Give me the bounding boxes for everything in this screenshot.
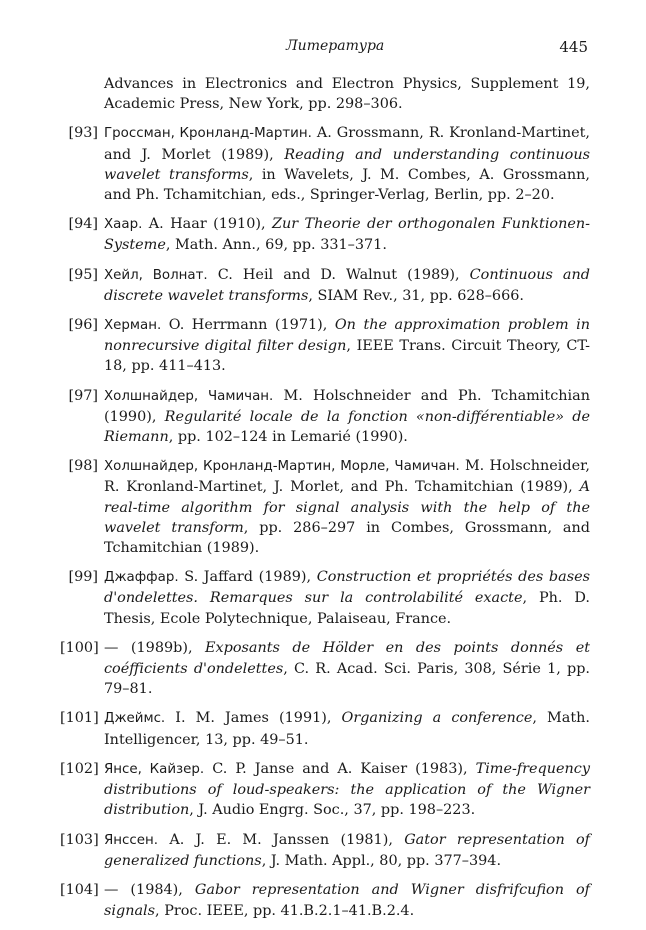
reference-number: [104] [60,881,99,898]
reference-author-ru: Джаффар. [104,570,179,586]
reference-source: , J. Math. Appl., 80, pp. 377–394. [261,852,502,869]
reference-item-94 [60,214,590,255]
reference-title: Reading and understanding continuous wavelet transforms [104,146,590,183]
reference-item-103 [60,830,590,871]
reference-author-ru: Джеймс. [104,711,166,727]
reference-item-104 [60,880,590,921]
reference-title: On the approximation problem in nonrecursive digital filter design [104,317,591,355]
reference-authors: — (1989b), [104,639,206,656]
reference-title: Construction et propriétés des bases d'ondelettes. Remarques sur la controlabilité exacte [104,569,590,607]
reference-title: Regularité locale de la fonction «non-différentiable» de Riemann [104,408,590,446]
reference-authors: A. Haar (1910), [142,216,272,233]
reference-source: , Math. Intelligencer, 13, pp. 49–51. [104,710,590,748]
reference-item-100 [60,638,590,700]
reference-author-ru: Холшнайдер, Чамичан. [104,388,274,404]
reference-number: [95] [68,266,98,283]
reference-author-ru: Гроссман, Кронланд-Мартин. [104,126,312,142]
reference-number: [94] [68,216,98,233]
reference-authors: C. Heil and D. Walnut (1989), [207,266,470,283]
reference-source: , Ph. D. Thesis, Ecole Polytechnique, Palaiseau, France. [104,590,590,627]
reference-number: [96] [68,317,98,334]
reference-source: , C. R. Acad. Sci. Paris, 308, Série 1, pp. 79–81. [104,661,590,698]
reference-authors: A. J. E. M. Janssen (1981), [158,831,405,848]
reference-title: Continuous and discrete wavelet transforms [104,266,590,304]
reference-title: Exposants de Hölder en des points donnés et coéfficients d'ondelettes [104,639,590,678]
reference-authors: M. Holschneider and Ph. Tchamitchian (1990), [104,387,590,425]
reference-item-98 [60,456,590,558]
page-header [0,38,646,60]
reference-number: [98] [68,458,98,475]
reference-author-ru: Хейл, Волнат. [104,267,208,283]
reference-authors: C. P. Janse and A. Kaiser (1983), [204,760,476,777]
reference-author-ru: Янсе, Кайзер. [104,761,205,777]
reference-author-ru: Холшнайдер, Кронланд-Мартин, Морле, Чамичан. [104,459,460,475]
reference-item-99 [60,567,590,629]
reference-item-95 [60,265,590,306]
reference-number: [102] [60,760,99,777]
reference-number: [97] [68,387,98,404]
reference-title: Time-frequency distributions of loud-speakers: the application of the Wigner distribution [104,760,590,819]
reference-source: , in Wavelets, J. M. Combes, A. Grossmann, and Ph. Tchamitchian, eds., Springer-Verlag, Berlin, pp. 2–20. [104,166,590,204]
reference-author-ru: Херман. [104,318,162,334]
reference-author-ru: Хаар. [104,217,143,233]
reference-source: , Proc. IEEE, pp. 41.B.2.1–41.B.2.4. [155,903,415,920]
reference-number: [101] [60,710,99,727]
reference-item-101 [60,708,590,749]
reference-source: , IEEE Trans. Circuit Theory, CT-18, pp. 411–413. [104,338,590,375]
reference-item-93 [60,123,590,205]
reference-authors: O. Herrmann (1971), [161,317,335,334]
reference-title: Zur Theorie der orthogonalen Funktionen-Systeme [104,216,591,254]
reference-number: [103] [60,831,99,848]
page-number: 445 [559,38,588,56]
reference-number: [93] [68,125,98,142]
reference-item-97 [60,386,590,448]
reference-number: [99] [68,569,98,586]
reference-authors: M. Holschneider, R. Kronland-Martinet, J. Morlet, and Ph. Tchamitchian (1989), [104,458,590,496]
reference-title: Gabor representation and Wigner disfrifcufion of signals [104,881,591,920]
reference-author-ru: Янссен. [104,832,159,848]
reference-item-96 [60,315,590,377]
reference-authors: — (1984), [104,881,195,898]
reference-title: Organizing a conference [341,710,533,727]
reference-source: , SIAM Rev., 31, pp. 628–666. [308,287,524,304]
reference-source: , Math. Ann., 69, pp. 331–371. [165,237,387,254]
reference-title: A real-time algorithm for signal analysis with the help of the wavelet transform [104,479,590,536]
continuation-text: Advances in Electronics and Electron Physics, Supplement 19, Academic Press, New York, pp. 298–306. [104,76,590,113]
reference-source: , J. Audio Engrg. Soc., 37, pp. 198–223. [189,802,476,819]
reference-list [60,74,590,930]
reference-continuation [60,74,590,114]
reference-number: [100] [60,639,99,656]
reference-title: Gator representation of generalized functions [104,831,590,869]
reference-authors: S. Jaffard (1989), [178,569,317,586]
reference-authors: A. Grossmann, R. Kronland-Martinet, and J. Morlet (1989), [104,125,590,163]
reference-source: , pp. 102–124 in Lemarié (1990). [168,429,408,446]
running-title: Литература [286,38,385,54]
reference-authors: I. M. James (1991), [165,710,342,727]
reference-item-102 [60,759,590,821]
reference-source: , pp. 286–297 in Combes, Grossmann, and Tchamitchian (1989). [104,519,590,557]
